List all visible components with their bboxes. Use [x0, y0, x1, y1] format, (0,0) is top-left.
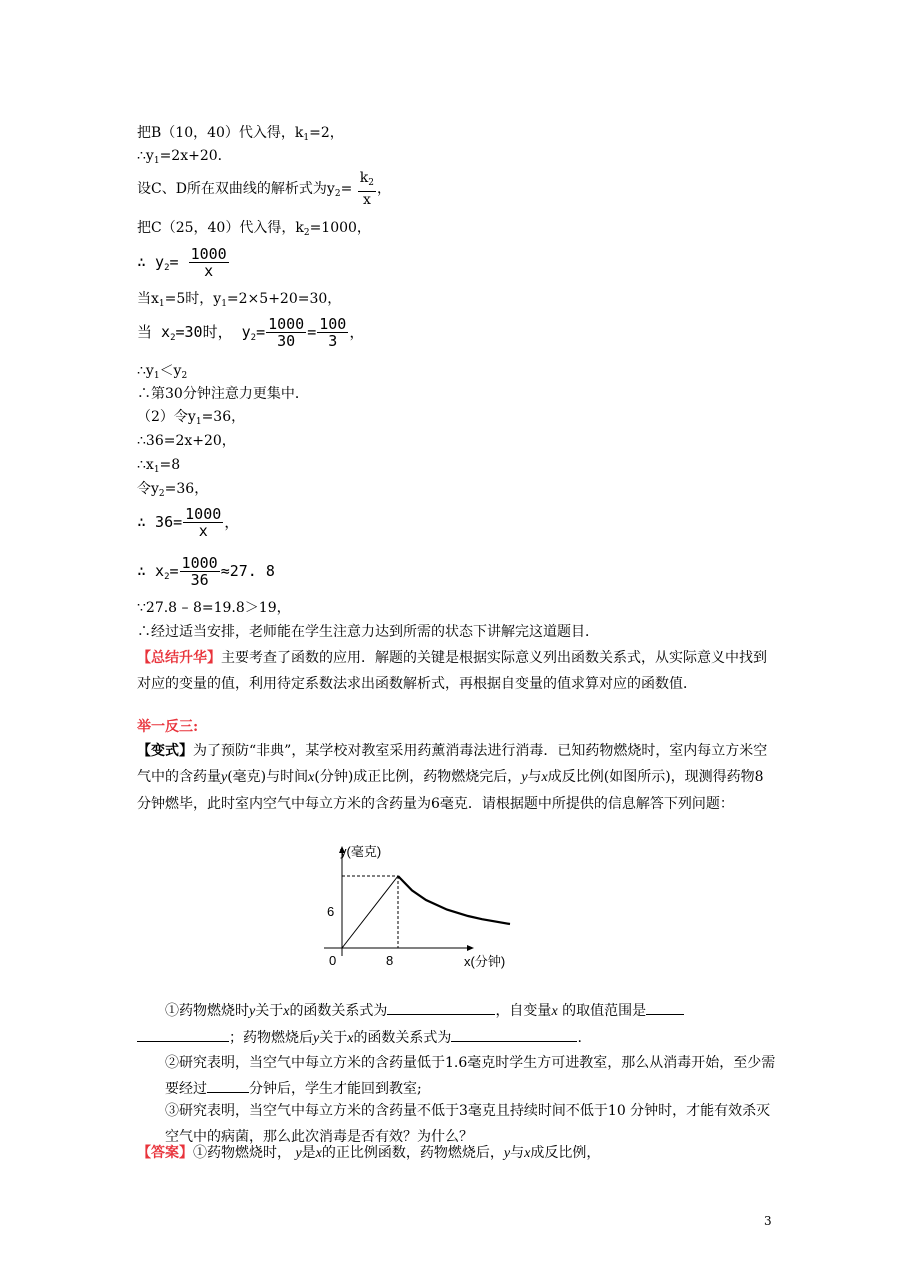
- var-x: x: [541, 770, 548, 785]
- text: ∴经过适当安排，老师能在学生注意力达到所需的状态下讲解完这道题目．: [137, 624, 599, 640]
- variant-paragraph: [137, 738, 777, 817]
- text: ≈27. 8: [220, 562, 275, 580]
- line-conclusion-2: [137, 622, 599, 642]
- text: 关于: [319, 1030, 348, 1046]
- subscript: 2: [164, 572, 170, 582]
- text: 是: [301, 1145, 316, 1161]
- text: ∴y: [137, 363, 154, 379]
- fraction-k2-over-x: [358, 170, 376, 208]
- var-y: y: [221, 770, 228, 785]
- text: 当 x: [137, 323, 171, 341]
- x-axis-arrow: [467, 945, 474, 951]
- text: （2）令y: [137, 409, 196, 425]
- text: ∴第30分钟注意力更集中．: [137, 386, 309, 402]
- text: 把C（25，40）代入得，k: [137, 220, 304, 236]
- variant-heading: 举一反三:: [137, 719, 199, 735]
- line-when-x2: [137, 312, 364, 358]
- line-conclusion-1: [137, 384, 309, 404]
- line-y1-expression: [137, 146, 232, 171]
- subscript: 2: [158, 489, 165, 499]
- text: ∴ 36=: [137, 513, 183, 531]
- text: ，: [224, 513, 240, 531]
- numerator: 1000: [190, 245, 227, 263]
- answer-blank[interactable]: [137, 1026, 229, 1042]
- subscript: 2: [303, 228, 310, 238]
- text: 与: [527, 769, 542, 785]
- variant-label: 【变式】: [137, 743, 193, 759]
- fraction-1000-over-x: [183, 506, 223, 539]
- subscript: 1: [303, 133, 310, 143]
- subscript: 1: [221, 299, 227, 309]
- line-equation-36: [137, 431, 236, 451]
- answer-blank[interactable]: [207, 1077, 249, 1093]
- text: =2，: [309, 125, 344, 141]
- text: 令y: [137, 481, 159, 497]
- text: =30时， y: [175, 323, 251, 341]
- text: 当x: [137, 291, 159, 307]
- var-y: y: [521, 770, 528, 785]
- text: 成反比例，: [530, 1145, 601, 1161]
- subscript: 2: [250, 333, 257, 343]
- answer-blank[interactable]: [646, 999, 684, 1015]
- line-sub-c: [137, 218, 371, 243]
- subscript: 1: [153, 371, 160, 381]
- line-when-x1: [137, 289, 341, 314]
- fraction-1000-over-36: [180, 555, 220, 588]
- line-hyperbola-setup: [137, 170, 391, 210]
- text: ，: [349, 323, 365, 341]
- text: 分钟后，学生才能回到教室;: [249, 1081, 422, 1097]
- line-difference: [137, 598, 291, 618]
- series-inverse: [398, 876, 510, 924]
- line-compare: [137, 361, 187, 386]
- denominator: 30: [277, 332, 296, 350]
- answer-line: [137, 1143, 600, 1164]
- question-1: [165, 998, 775, 1025]
- origin-label: 0: [329, 953, 337, 968]
- text: =: [256, 323, 266, 341]
- text: 关于: [255, 1003, 284, 1019]
- text: 成反比例(如图所示)，现测得药物8分钟燃毕，此时室内空气中每立方米的含药量为6毫克．请根据题中所提供的信息解答下列问题：: [137, 769, 764, 812]
- summary-paragraph: [137, 645, 777, 697]
- var-y: y: [503, 1146, 511, 1161]
- fraction-1000-over-x: [189, 246, 229, 279]
- var-x: x: [315, 1146, 322, 1161]
- subscript: 1: [158, 299, 165, 309]
- text: =: [169, 562, 179, 580]
- line-part2-let: [137, 407, 245, 432]
- line-let-y2: [137, 479, 208, 504]
- var-x: x: [308, 770, 315, 785]
- summary-label: 【总结升华】: [137, 650, 221, 666]
- subscript: 2: [164, 263, 170, 273]
- summary-text: 主要考查了函数的应用．解题的关键是根据实际意义列出函数关系式，从实际意义中找到对应的变量的值，利用待定系数法求出函数解析式，再根据自变量的值求算对应的函数值．: [137, 650, 767, 692]
- text: =8: [159, 457, 181, 473]
- question-2: [165, 1050, 777, 1102]
- text: ∴y: [137, 148, 154, 164]
- fraction-100-over-3: [317, 316, 348, 349]
- x-tick-label: 8: [386, 953, 394, 968]
- subscript: 1: [153, 465, 160, 475]
- text: ∴x: [137, 457, 154, 473]
- denominator: x: [204, 262, 214, 280]
- denominator: 36: [190, 571, 209, 589]
- text: ②研究表明，当空气中每立方米的含药量低于1.6毫克时学生方可进教室，那么从消毒开始，至少需要经过: [165, 1055, 776, 1097]
- line-sub-b: [137, 123, 344, 148]
- var-x: x: [524, 1146, 531, 1161]
- series-proportional: [342, 876, 398, 948]
- text: 把B（10，40）代入得，k: [137, 125, 304, 141]
- question-1-cont: [137, 1026, 582, 1049]
- numerator: 100: [319, 315, 347, 333]
- text: =36，: [164, 481, 209, 497]
- y-tick-label: 6: [327, 904, 335, 919]
- numerator: 1000: [185, 505, 222, 523]
- text: ∵27.8 – 8=19.8＞19，: [137, 600, 291, 616]
- text: =: [307, 323, 317, 341]
- text: ③研究表明，当空气中每立方米的含药量不低于3毫克且持续时间不低于10 分钟时，才能有效杀灭空气中的病菌，那么此次消毒是否有效？为什么？: [165, 1103, 771, 1145]
- text: ，: [377, 181, 391, 197]
- x-axis-label: x(分钟): [464, 954, 506, 969]
- text: ，自变量: [495, 1003, 552, 1019]
- text: (毫克)与时间: [227, 769, 309, 785]
- answer-blank[interactable]: [387, 999, 495, 1015]
- y-axis-label: y(毫克): [340, 844, 382, 859]
- numerator: 1000: [181, 554, 218, 572]
- denominator: 3: [328, 332, 338, 350]
- text: 的函数关系式为: [353, 1030, 452, 1046]
- text: =5时，y: [164, 291, 222, 307]
- text: =2x+20．: [159, 148, 232, 164]
- var-x: x: [283, 1004, 290, 1019]
- var-y: y: [313, 1031, 320, 1046]
- text: =36，: [201, 409, 246, 425]
- text: 的函数关系式为: [289, 1003, 388, 1019]
- text: =: [169, 253, 179, 271]
- line-x2-result: [137, 551, 275, 597]
- answer-label: 【答案】: [137, 1145, 193, 1161]
- text: ①药物燃烧时: [165, 1003, 249, 1019]
- answer-blank[interactable]: [451, 1026, 577, 1042]
- text: ∴ y: [137, 253, 165, 271]
- var-x: x: [347, 1031, 354, 1046]
- var-y: y: [295, 1146, 302, 1161]
- text: =2×5+20=30，: [226, 291, 342, 307]
- text: ①药物燃烧时，: [193, 1145, 291, 1161]
- denominator: x: [198, 522, 208, 540]
- text: ＜y: [159, 363, 182, 379]
- subscript: 2: [334, 189, 341, 199]
- dosage-chart: [310, 838, 520, 978]
- line-x1-result: [137, 455, 180, 480]
- var-y: y: [249, 1004, 256, 1019]
- text: (分钟)成正比例，药物燃烧完后，: [314, 769, 522, 785]
- text: 与: [510, 1145, 525, 1161]
- numerator: 1000: [268, 315, 305, 333]
- subscript: 1: [153, 156, 160, 166]
- text: 设C、D所在双曲线的解析式为y: [137, 181, 335, 197]
- text: =1000，: [309, 220, 371, 236]
- denominator: x: [362, 192, 371, 208]
- page-number: 3: [764, 1214, 772, 1228]
- fraction-1000-over-30: [266, 316, 306, 349]
- subscript: 2: [368, 178, 374, 188]
- text: ；药物燃烧后: [229, 1030, 313, 1046]
- subscript: 2: [170, 333, 176, 343]
- text: .: [577, 1030, 582, 1046]
- text: k: [359, 170, 369, 186]
- text: =: [340, 181, 353, 197]
- text: ∴36=2x+20，: [137, 433, 236, 449]
- line-36-eq-frac: [137, 502, 239, 542]
- var-x: x: [551, 1004, 558, 1019]
- text: ∴ x: [137, 562, 165, 580]
- numerator: [358, 170, 376, 192]
- subscript: 2: [181, 371, 188, 381]
- text: 为了预防“非典”，某学校对教室采用药薰消毒法进行消毒．已知药物燃烧时，室内每立方米空气中的含药量: [137, 743, 768, 785]
- text: 的取值范围是: [562, 1003, 647, 1019]
- subscript: 1: [195, 417, 202, 427]
- text: 的正比例函数，药物燃烧后，: [321, 1145, 504, 1161]
- line-y2-expression: [137, 242, 230, 288]
